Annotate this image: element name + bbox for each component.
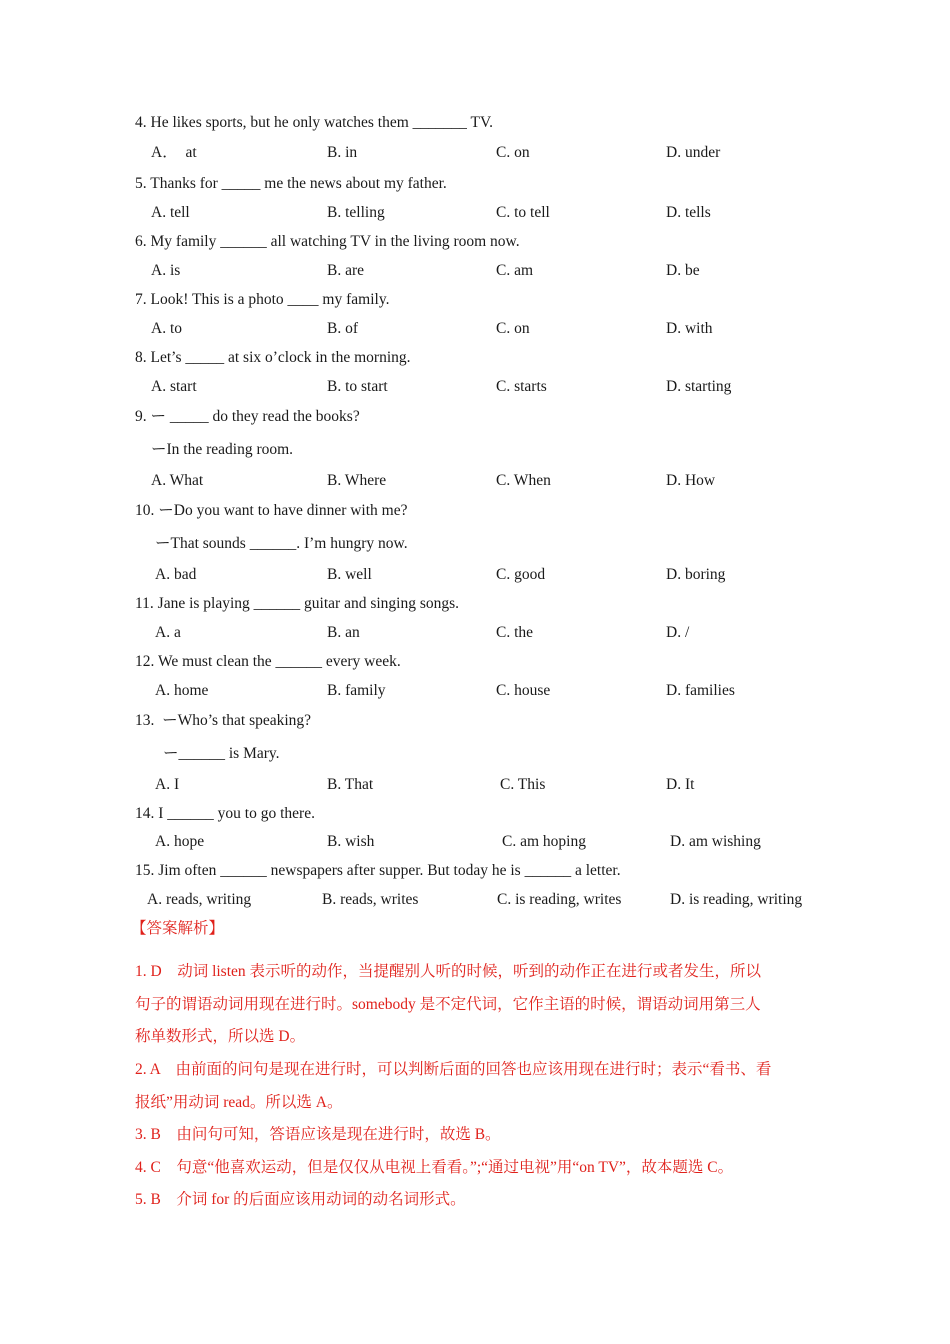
option-b: B. reads, writes (322, 891, 419, 908)
option-d: D. It (666, 776, 695, 793)
question-stem: 6. My family ______ all watching TV in the living room now. (135, 233, 520, 250)
option-a: A. a (155, 624, 181, 641)
option-b: B. well (327, 566, 372, 583)
option-a: A． at (151, 144, 197, 161)
option-a: A. hope (155, 833, 205, 850)
option-a: A. bad (155, 566, 197, 583)
option-b: B. to start (327, 378, 388, 395)
option-d: D. be (666, 262, 700, 279)
option-a: A. is (151, 262, 181, 279)
option-c: C. the (496, 624, 534, 641)
option-c: C. When (496, 472, 551, 489)
answer-line: 3. B 由问句可知，答语应该是现在进行时，故选 B。 (135, 1126, 501, 1143)
option-c: C. am hoping (502, 833, 586, 850)
option-b: B. of (327, 320, 358, 337)
question-stem: 11. Jane is playing ______ guitar and singing songs. (135, 595, 460, 612)
answer-line: 1. D 动词 listen 表示听的动作，当提醒别人听的时候，听到的动作正在进行或者发生，所以 (135, 963, 762, 980)
answer-line: 称单数形式，所以选 D。 (135, 1028, 306, 1045)
option-d: D. is reading, writing (670, 891, 803, 908)
option-d: D. with (666, 320, 713, 337)
option-d: D. am wishing (670, 833, 761, 850)
question-stem: 9. ー _____ do they read the books? (135, 408, 360, 425)
option-d: D. under (666, 144, 721, 161)
option-c: C. This (500, 776, 546, 793)
option-a: A. start (151, 378, 197, 395)
option-b: B. Where (327, 472, 387, 489)
option-c: C. house (496, 682, 551, 699)
option-b: B. wish (327, 833, 375, 850)
option-c: C. on (496, 320, 530, 337)
option-d: D. boring (666, 566, 726, 583)
option-c: C. on (496, 144, 530, 161)
question-stem: 13. ーWho’s that speaking? (135, 712, 312, 729)
option-c: C. good (496, 566, 546, 583)
question-response: ーThat sounds ______. I’m hungry now. (155, 535, 408, 552)
answer-line: 4. C 句意“他喜欢运动，但是仅仅从电视上看看。”;“通过电视”用“on TV”，故本题选 C。 (135, 1159, 734, 1176)
option-b: B. telling (327, 204, 385, 221)
option-c: C. to tell (496, 204, 550, 221)
question-stem: 5. Thanks for _____ me the news about my father. (135, 175, 447, 192)
question-response: ー______ is Mary. (163, 745, 280, 762)
option-d: D. How (666, 472, 716, 489)
option-b: B. That (327, 776, 374, 793)
answer-heading: 【答案解析】 (131, 920, 225, 937)
option-a: A. reads, writing (147, 891, 252, 908)
option-a: A. home (155, 682, 209, 699)
option-c: C. am (496, 262, 534, 279)
question-stem: 15. Jim often ______ newspapers after supper. But today he is ______ a letter. (135, 862, 621, 879)
option-d: D. / (666, 624, 690, 641)
option-a: A. to (151, 320, 182, 337)
question-stem: 14. I ______ you to go there. (135, 805, 315, 822)
option-c: C. starts (496, 378, 547, 395)
option-b: B. family (327, 682, 386, 699)
option-c: C. is reading, writes (497, 891, 622, 908)
option-a: A. tell (151, 204, 190, 221)
question-stem: 8. Let’s _____ at six o’clock in the morning. (135, 349, 411, 366)
option-d: D. tells (666, 204, 711, 221)
question-response: ーIn the reading room. (151, 441, 294, 458)
question-stem: 4. He likes sports, but he only watches them _______ TV. (135, 114, 494, 131)
answer-line: 句子的谓语动词用现在进行时。somebody 是不定代词，它作主语的时候，谓语动词用第三人 (135, 996, 761, 1013)
question-stem: 12. We must clean the ______ every week. (135, 653, 401, 670)
option-b: B. in (327, 144, 358, 161)
option-d: D. starting (666, 378, 732, 395)
option-a: A. What (151, 472, 204, 489)
answer-line: 报纸”用动词 read。所以选 A。 (135, 1094, 343, 1111)
option-b: B. are (327, 262, 365, 279)
question-stem: 10. ーDo you want to have dinner with me? (135, 502, 408, 519)
option-d: D. families (666, 682, 735, 699)
option-a: A. I (155, 776, 180, 793)
answer-line: 5. B 介词 for 的后面应该用动词的动名词形式。 (135, 1191, 466, 1208)
answer-line: 2. A 由前面的问句是现在进行时，可以判断后面的回答也应该用现在进行时；表示“看书、看 (135, 1061, 772, 1078)
question-stem: 7. Look! This is a photo ____ my family. (135, 291, 390, 308)
option-b: B. an (327, 624, 360, 641)
